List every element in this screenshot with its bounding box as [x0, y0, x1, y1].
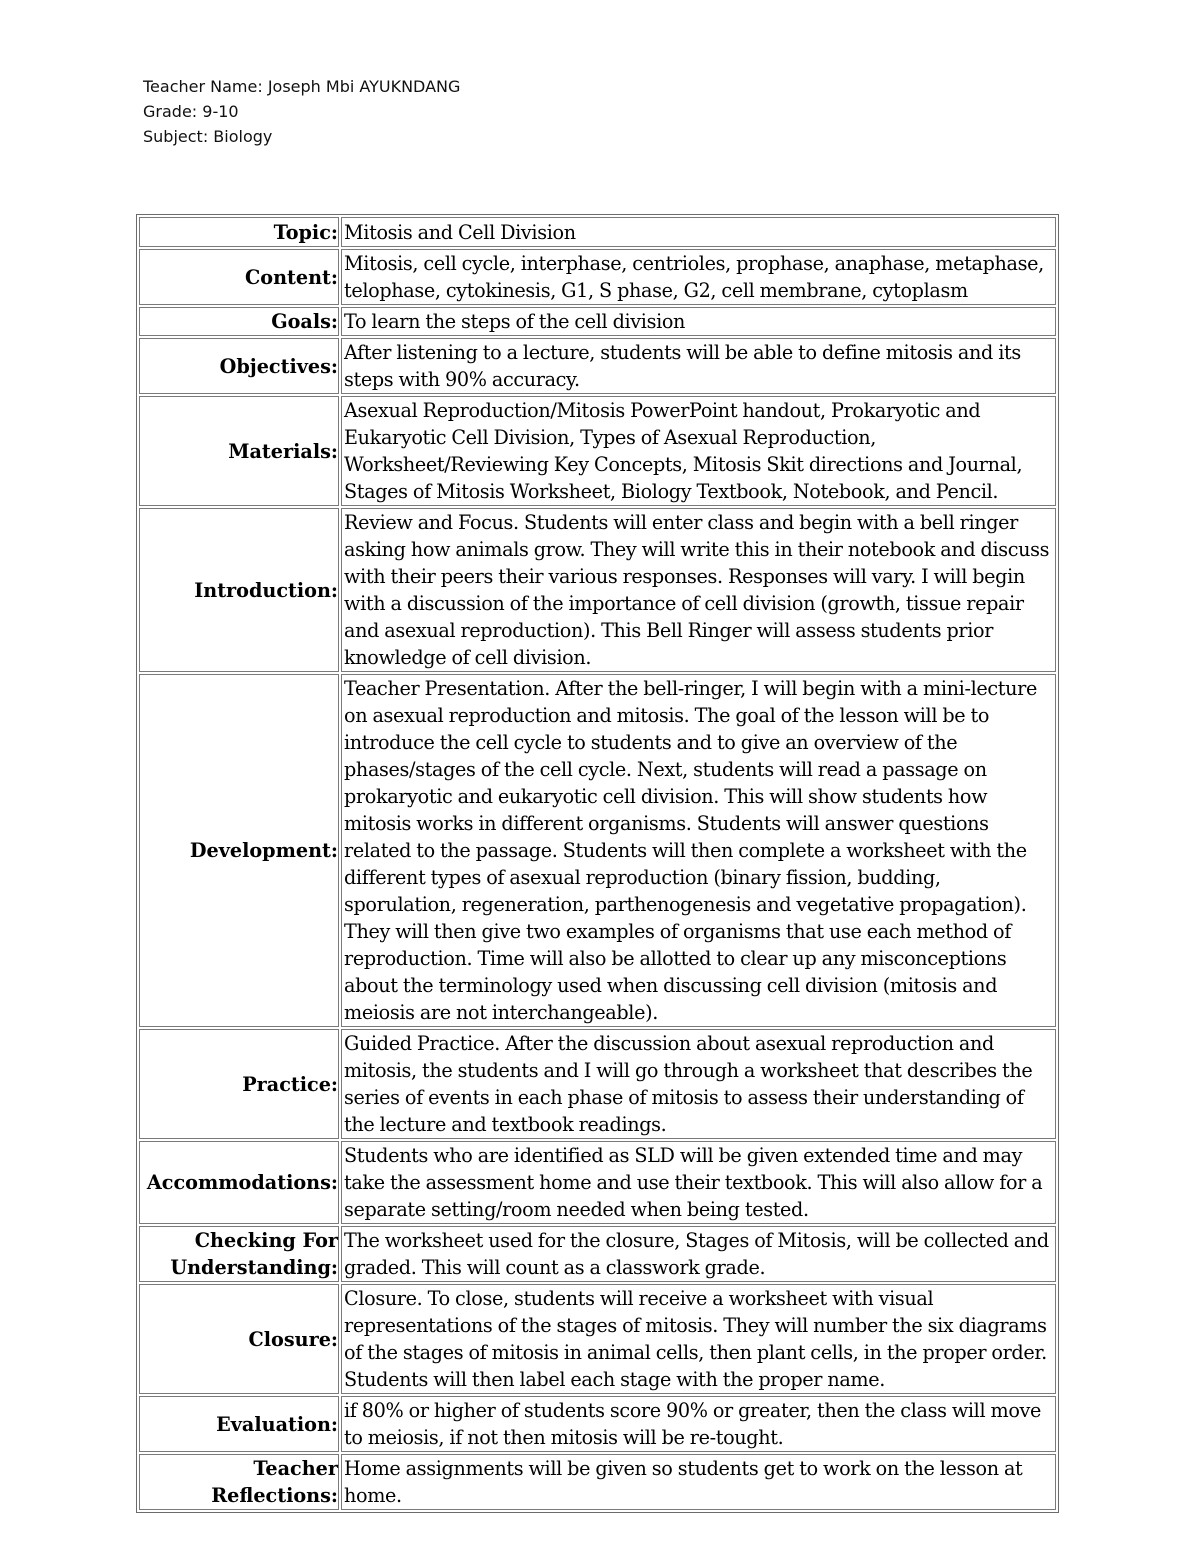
row-value-accommodations: Students who are identified as SLD will be given extended time and may take the assessment home and use their textbook. This will also allow for a separate setting/room needed when being tested.	[341, 1141, 1056, 1224]
row-label-goals: Goals:	[139, 307, 339, 336]
row-label-teacher-reflections: Teacher Reflections:	[139, 1454, 339, 1510]
table-row	[139, 1029, 1056, 1139]
table-row	[139, 217, 1056, 247]
row-value-evaluation: if 80% or higher of students score 90% or greater, then the class will move to meiosis, if not then mitosis will be re-tought.	[341, 1396, 1056, 1452]
row-value-checking-for-understanding: The worksheet used for the closure, Stages of Mitosis, will be collected and graded. This will count as a classwork grade.	[341, 1226, 1056, 1282]
row-value-practice: Guided Practice. After the discussion about asexual reproduction and mitosis, the students and I will go through a worksheet that describes the series of events in each phase of mitosis to assess their understanding of the lecture and textbook readings.	[341, 1029, 1056, 1139]
row-label-accommodations: Accommodations:	[139, 1141, 339, 1224]
teacher-name: Teacher Name: Joseph Mbi AYUKNDANG	[143, 77, 461, 96]
row-value-topic: Mitosis and Cell Division	[341, 217, 1056, 247]
row-value-development: Teacher Presentation. After the bell-ringer, I will begin with a mini-lecture on asexual reproduction and mitosis. The goal of the lesson will be to introduce the cell cycle to students and to give an overview of the phases/stages of the cell cycle. Next, students will read a passage on prokaryotic and eukaryotic cell division. This will show students how mitosis works in different organisms. Students will answer questions related to the passage. Students will then complete a worksheet with the different types of asexual reproduction (binary fission, budding, sporulation, regeneration, parthenogenesis and vegetative propagation). They will then give two examples of organisms that use each method of reproduction. Time will also be allotted to clear up any misconceptions about the terminology used when discussing cell division (mitosis and meiosis are not interchangeable).	[341, 674, 1056, 1027]
row-label-practice: Practice:	[139, 1029, 339, 1139]
table-row	[139, 249, 1056, 305]
table-row	[139, 1454, 1056, 1510]
row-label-objectives: Objectives:	[139, 338, 339, 394]
document-header	[143, 74, 460, 149]
row-label-checking-for-understanding: Checking For Understanding:	[139, 1226, 339, 1282]
row-value-content: Mitosis, cell cycle, interphase, centrioles, prophase, anaphase, metaphase, telophase, cytokinesis, G1, S phase, G2, cell membrane, cytoplasm	[341, 249, 1056, 305]
row-label-closure: Closure:	[139, 1284, 339, 1394]
table-row	[139, 1226, 1056, 1282]
grade: Grade: 9-10	[143, 102, 239, 121]
table-row	[139, 1141, 1056, 1224]
table-row	[139, 508, 1056, 672]
row-value-teacher-reflections: Home assignments will be given so students get to work on the lesson at home.	[341, 1454, 1056, 1510]
row-label-content: Content:	[139, 249, 339, 305]
row-value-closure: Closure. To close, students will receive a worksheet with visual representations of the stages of mitosis. They will number the six diagrams of the stages of mitosis in animal cells, then plant cells, in the proper order. Students will then label each stage with the proper name.	[341, 1284, 1056, 1394]
subject: Subject: Biology	[143, 127, 273, 146]
row-value-materials: Asexual Reproduction/Mitosis PowerPoint handout, Prokaryotic and Eukaryotic Cell Division, Types of Asexual Reproduction, Worksheet/Reviewing Key Concepts, Mitosis Skit directions and Journal, Stages of Mitosis Worksheet, Biology Textbook, Notebook, and Pencil.	[341, 396, 1056, 506]
row-value-goals: To learn the steps of the cell division	[341, 307, 1056, 336]
table-row	[139, 1396, 1056, 1452]
row-label-materials: Materials:	[139, 396, 339, 506]
row-label-development: Development:	[139, 674, 339, 1027]
row-label-topic: Topic:	[139, 217, 339, 247]
row-label-introduction: Introduction:	[139, 508, 339, 672]
row-label-evaluation: Evaluation:	[139, 1396, 339, 1452]
table-row	[139, 674, 1056, 1027]
table-row	[139, 396, 1056, 506]
table-row	[139, 307, 1056, 336]
table-row	[139, 338, 1056, 394]
lesson-plan-table	[136, 214, 1059, 1513]
row-value-objectives: After listening to a lecture, students will be able to define mitosis and its steps with 90% accuracy.	[341, 338, 1056, 394]
row-value-introduction: Review and Focus. Students will enter class and begin with a bell ringer asking how animals grow. They will write this in their notebook and discuss with their peers their various responses. Responses will vary. I will begin with a discussion of the importance of cell division (growth, tissue repair and asexual reproduction). This Bell Ringer will assess students prior knowledge of cell division.	[341, 508, 1056, 672]
table-row	[139, 1284, 1056, 1394]
